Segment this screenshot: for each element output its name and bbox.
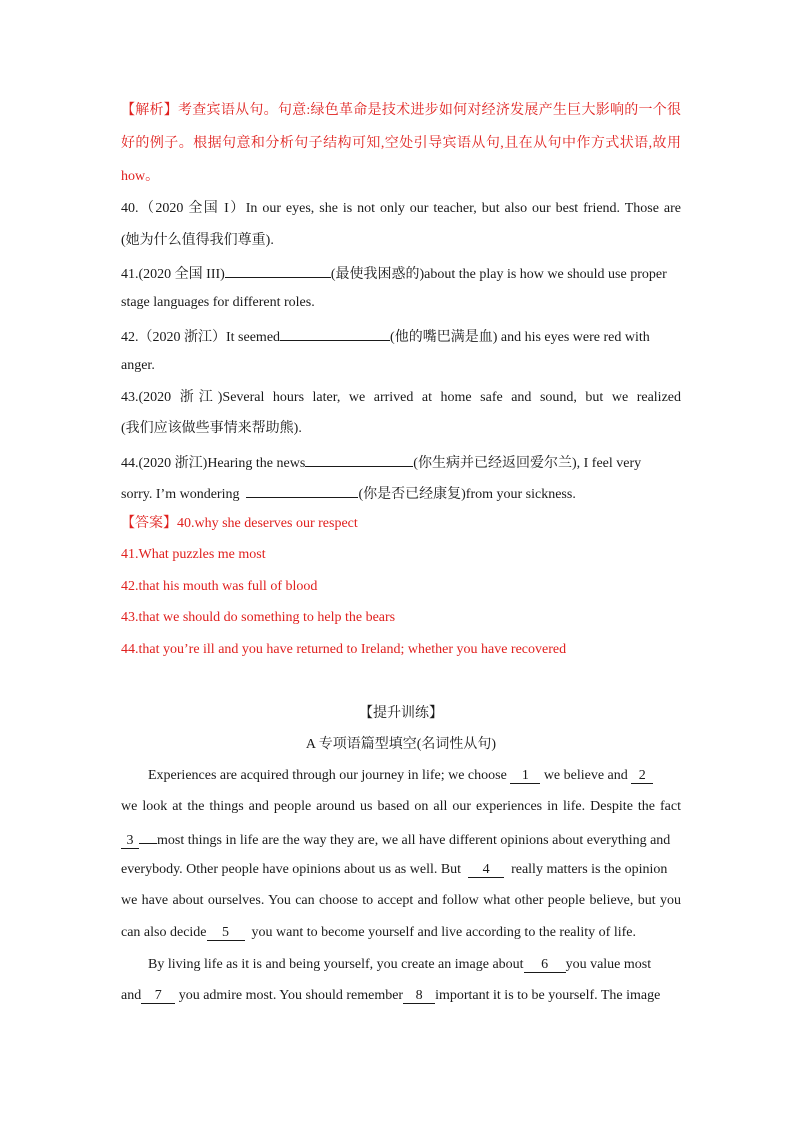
answer-41: 41.What puzzles me most bbox=[121, 547, 266, 562]
answer-blank-41 bbox=[225, 263, 331, 278]
passage-text: can also decide bbox=[121, 925, 207, 940]
question-43-line-1: 43.(2020 浙江)Several hours later, we arrived at home safe and sound, but we realized bbox=[121, 390, 681, 405]
blank-4: 4 bbox=[468, 862, 504, 878]
question-40-line-2: (她为什么值得我们尊重). bbox=[121, 233, 274, 248]
question-42-suffix: (他的嘴巴满是血) and his eyes were red with bbox=[390, 330, 650, 345]
passage-text: most things in life are the way they are, we all have different opinions about everything and bbox=[157, 833, 671, 848]
passage-text: really matters is the opinion bbox=[511, 862, 668, 877]
blank-6: 6 bbox=[524, 957, 566, 973]
passage-p1-line-4 bbox=[121, 861, 681, 879]
passage-text: everybody. Other people have opinions about us as well. But bbox=[121, 862, 462, 877]
passage-p1-line-2: we look at the things and people around us based on all our experiences in life. Despite the fact bbox=[121, 799, 681, 814]
passage-p1-line-3 bbox=[121, 829, 681, 850]
passage-p2-line-2 bbox=[121, 987, 681, 1005]
question-44-suffix: (你生病并已经返回爱尔兰), I feel very bbox=[413, 456, 642, 471]
passage-text: important it is to be yourself. The image bbox=[435, 988, 661, 1003]
blank-3: 3 bbox=[121, 833, 139, 849]
answer-blank-44b bbox=[246, 483, 358, 498]
question-44-line2-suffix: (你是否已经康复)from your sickness. bbox=[358, 487, 576, 502]
question-41-line-2: stage languages for different roles. bbox=[121, 295, 315, 310]
passage-text: we believe and bbox=[543, 768, 628, 783]
answer-blank-42 bbox=[280, 326, 390, 341]
question-44-line-1 bbox=[121, 452, 681, 473]
passage-text: you admire most. You should remember bbox=[178, 988, 404, 1003]
analysis-line-2: 好的例子。根据句意和分析句子结构可知,空处引导宾语从句,且在从句中作方式状语,故用 bbox=[121, 136, 681, 151]
answer-40: 【答案】40.why she deserves our respect bbox=[121, 516, 358, 531]
question-44-line2-prefix: sorry. I’m wondering bbox=[121, 487, 240, 502]
passage-text: By living life as it is and being yourself, you create an image about bbox=[148, 957, 524, 972]
blank-3-underline bbox=[139, 829, 157, 844]
answer-44: 44.that you’re ill and you have returned to Ireland; whether you have recovered bbox=[121, 642, 567, 657]
passage-p1-line-1 bbox=[148, 767, 681, 785]
section-heading: 【提升训练】 bbox=[359, 706, 443, 721]
passage-text: you want to become yourself and live according to the reality of life. bbox=[251, 925, 636, 940]
blank-2: 2 bbox=[631, 768, 653, 784]
passage-text: Experiences are acquired through our journey in life; we choose bbox=[148, 768, 507, 783]
passage-p1-line-5: we have about ourselves. You can choose to accept and follow what other people believe, but you bbox=[121, 893, 681, 908]
question-42-line-1 bbox=[121, 326, 681, 347]
section-subheading: A 专项语篇型填空(名词性从句) bbox=[305, 737, 497, 752]
analysis-line-1: 【解析】考查宾语从句。句意:绿色革命是技术进步如何对经济发展产生巨大影响的一个很 bbox=[121, 103, 681, 118]
passage-p1-line-6 bbox=[121, 924, 681, 942]
question-41-prefix: 41.(2020 全国 III) bbox=[121, 267, 225, 282]
answer-blank-44a bbox=[305, 452, 413, 467]
passage-text: you value most bbox=[565, 957, 652, 972]
blank-8: 8 bbox=[403, 988, 435, 1004]
question-41-suffix: (最使我困惑的)about the play is how we should use proper bbox=[330, 267, 667, 282]
blank-5: 5 bbox=[207, 925, 245, 941]
question-40-line-1: 40.（2020 全国 I）In our eyes, she is not only our teacher, but also our best friend. Those are bbox=[121, 201, 681, 216]
question-42-prefix: 42.（2020 浙江）It seemed bbox=[121, 330, 281, 345]
analysis-line-3: how。 bbox=[121, 169, 160, 184]
passage-p2-line-1 bbox=[148, 956, 681, 974]
question-42-line-2: anger. bbox=[121, 358, 155, 373]
blank-7: 7 bbox=[141, 988, 175, 1004]
question-43-line-2: (我们应该做些事情来帮助熊). bbox=[121, 421, 302, 436]
passage-text: and bbox=[121, 988, 142, 1003]
blank-1: 1 bbox=[510, 768, 540, 784]
question-41-line-1 bbox=[121, 263, 681, 284]
answer-42: 42.that his mouth was full of blood bbox=[121, 579, 318, 594]
question-44-line-2 bbox=[121, 483, 681, 504]
question-44-prefix: 44.(2020 浙江)Hearing the news bbox=[121, 456, 306, 471]
answer-43: 43.that we should do something to help the bears bbox=[121, 610, 396, 625]
